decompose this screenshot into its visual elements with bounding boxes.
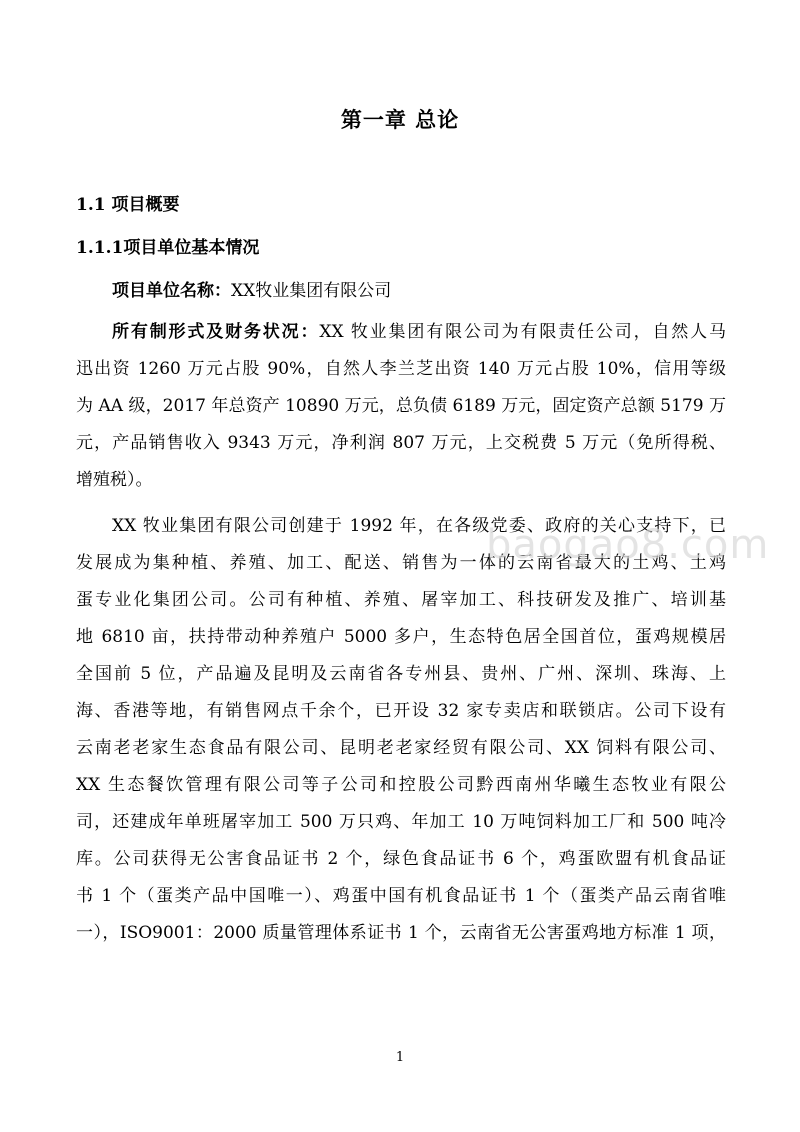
body-line: 发展成为集种植、养殖、加工、配送、销售为一体的云南省最大的土鸡、土鸡 xyxy=(76,553,726,573)
chapter-title: 第一章 总论 xyxy=(340,107,460,132)
section-heading-1-1 xyxy=(76,190,180,215)
ownership-label: 所有制形式及财务状况： xyxy=(112,322,320,342)
section-heading-1-1-1 xyxy=(76,233,259,258)
body-line: 海、香港等地，有销售网点千余个，已开设 32 家专卖店和联锁店。公司下设有 xyxy=(76,701,726,721)
body-line: XX 生态餐饮管理有限公司等子公司和控股公司黔西南州华曦生态牧业有限公 xyxy=(76,775,726,795)
body-line: 司，还建成年单班屠宰加工 500 万只鸡、年加工 10 万吨饲料加工厂和 500 吨冷 xyxy=(76,812,726,832)
body-line: 一），ISO9001：2000 质量管理体系证书 1 个，云南省无公害蛋鸡地方标准 1 项， xyxy=(76,923,726,943)
body-line: 书 1 个（蛋类产品中国唯一）、鸡蛋中国有机食品证书 1 个（蛋类产品云南省唯 xyxy=(76,886,726,906)
unit-name-value: XX牧业集团有限公司 xyxy=(231,281,392,301)
ownership-line xyxy=(112,317,726,347)
ownership-line: 迅出资 1260 万元占股 90%，自然人李兰芝出资 140 万元占股 10%，信用等级 xyxy=(76,359,726,379)
ownership-line: 元，产品销售收入 9343 万元，净利润 807 万元，上交税费 5 万元（免所得税、 xyxy=(76,433,726,453)
unit-name-line xyxy=(112,276,391,306)
body-line: 库。公司获得无公害食品证书 2 个，绿色食品证书 6 个，鸡蛋欧盟有机食品证 xyxy=(76,849,726,869)
body-line: 全国前 5 位，产品遍及昆明及云南省各专州县、贵州、广州、深圳、珠海、上 xyxy=(76,664,726,684)
body-line: 蛋专业化集团公司。公司有种植、养殖、屠宰加工、科技研发及推广、培训基 xyxy=(76,590,726,610)
section-1-1-text: 1.1 项目概要 xyxy=(76,195,180,215)
ownership-line: 为 AA 级，2017 年总资产 10890 万元，总负债 6189 万元，固定资产总额 5179 万 xyxy=(76,396,726,416)
page-number: 1 xyxy=(395,1050,405,1065)
body-line: 云南老老家生态食品有限公司、昆明老老家经贸有限公司、XX 饲料有限公司、 xyxy=(76,738,726,758)
ownership-text: XX 牧业集团有限公司为有限责任公司，自然人马 xyxy=(319,322,727,342)
body-line: XX 牧业集团有限公司创建于 1992 年，在各级党委、政府的关心支持下，已 xyxy=(112,516,726,536)
section-1-1-1-text: 1.1.1项目单位基本情况 xyxy=(76,238,260,258)
body-line: 地 6810 亩，扶持带动种养殖户 5000 多户，生态特色居全国首位，蛋鸡规模居 xyxy=(76,627,726,647)
ownership-line: 增殖税）。 xyxy=(76,470,153,490)
watermark: baogao8.com xyxy=(486,522,770,568)
unit-name-label: 项目单位名称： xyxy=(112,281,231,301)
